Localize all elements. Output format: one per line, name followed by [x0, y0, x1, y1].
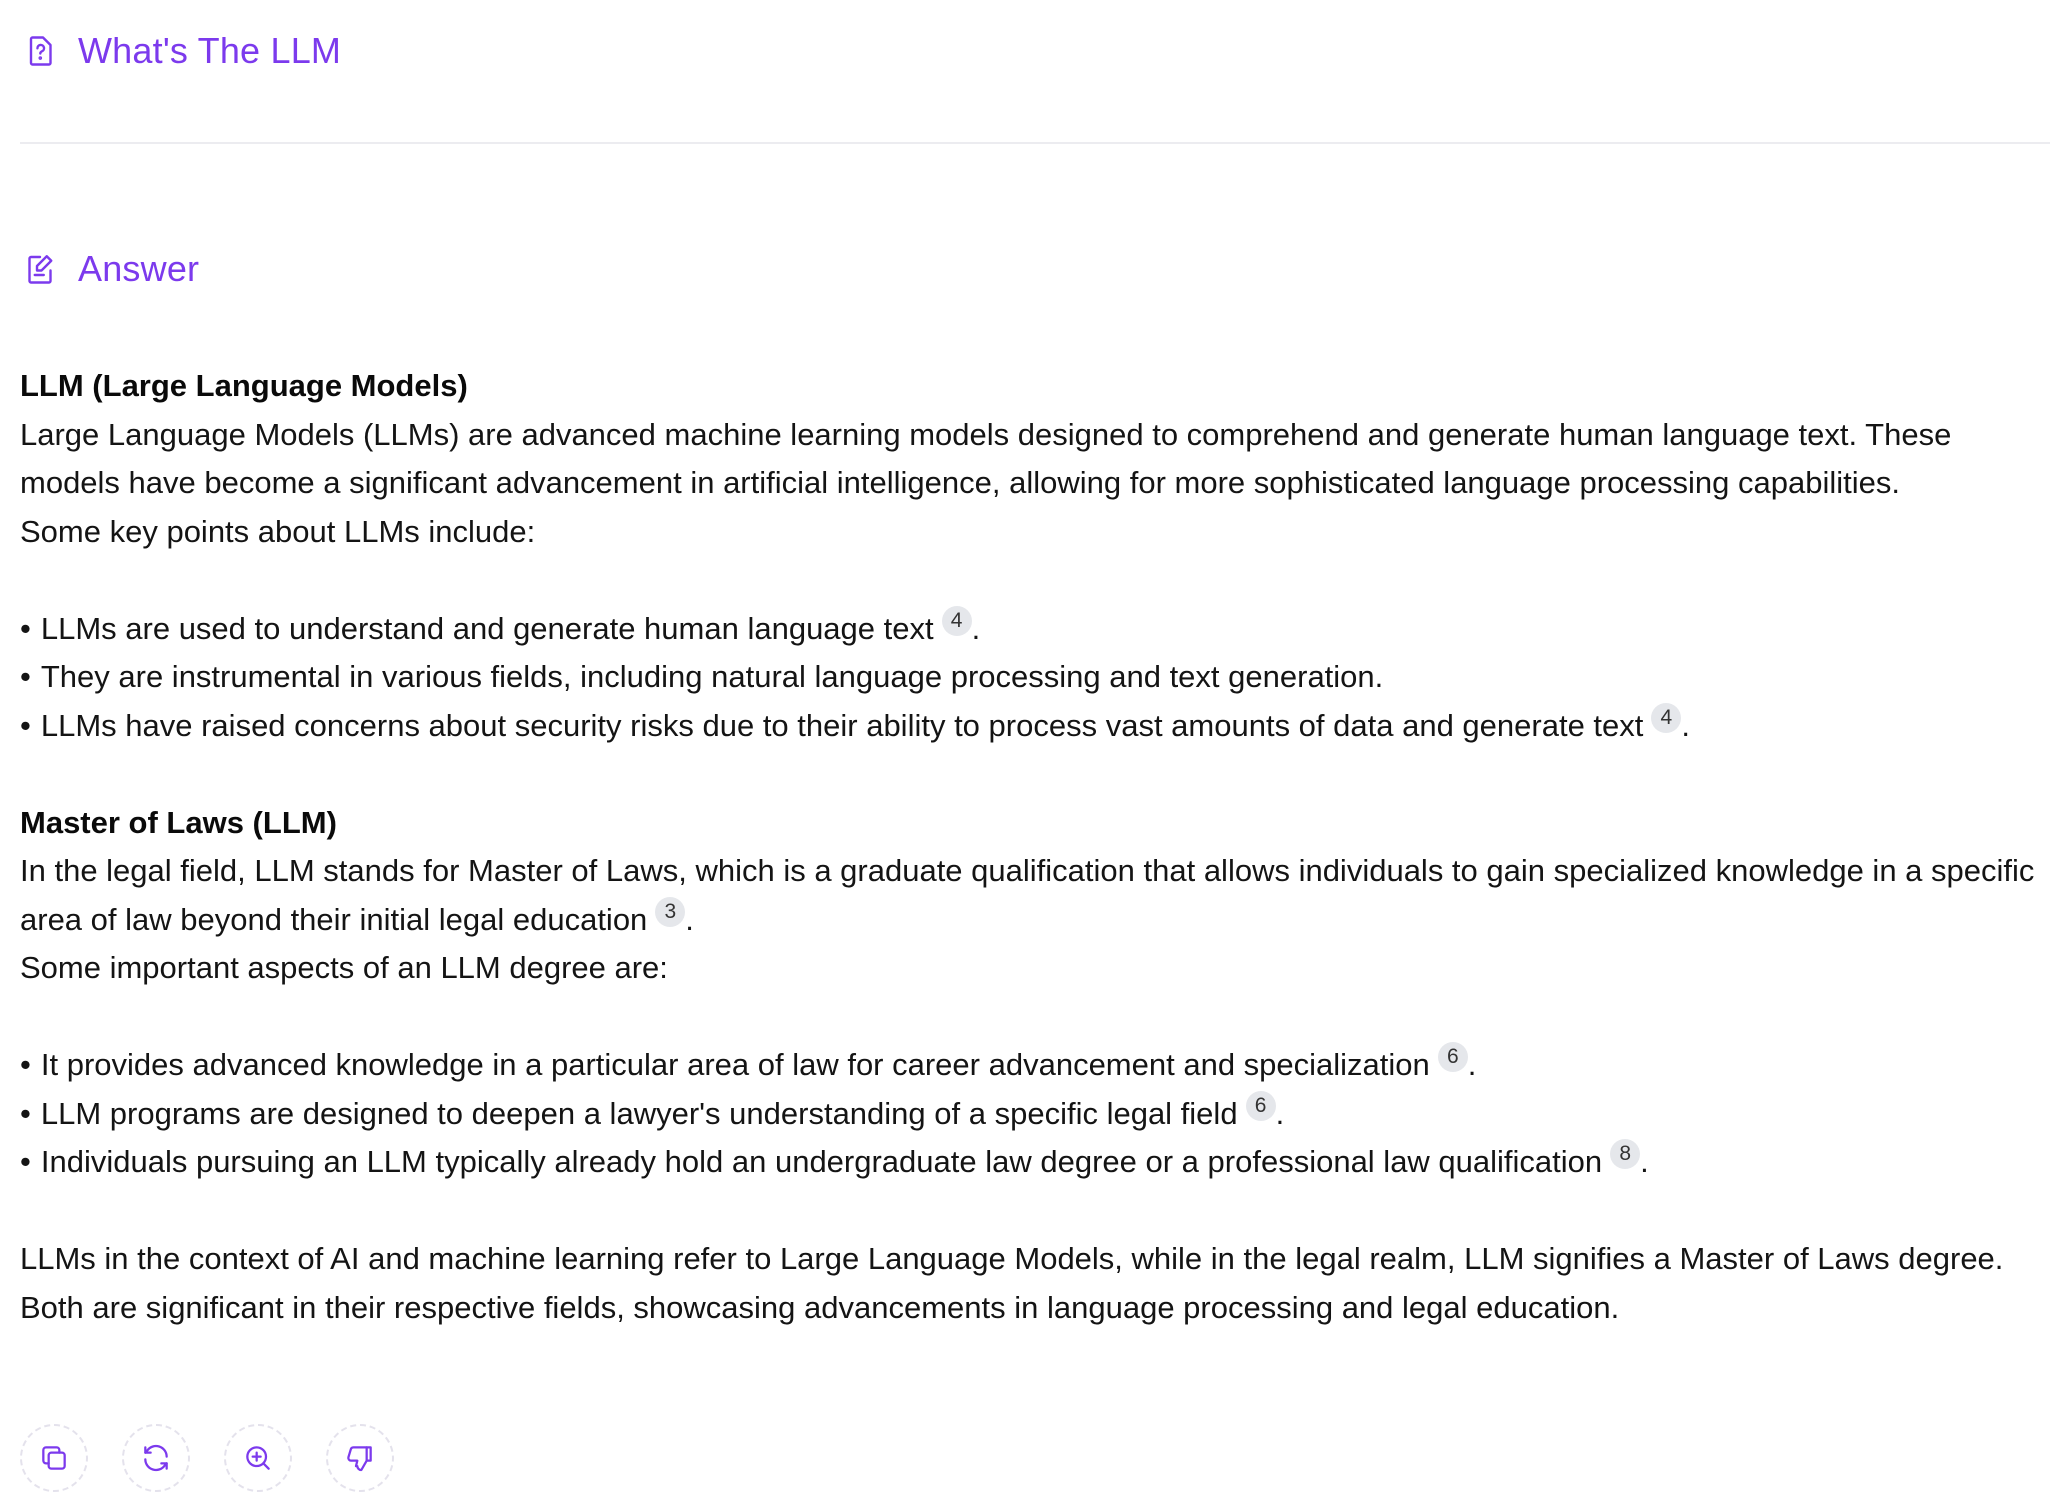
bullet-dot: • — [20, 1095, 31, 1131]
section-paragraph-master-of-laws: In the legal field, LLM stands for Master of Laws, which is a graduate qualification that allows individuals to gain specialized knowledge in a specific area of law beyond their initial legal education 3 . — [20, 853, 2035, 937]
question-header — [20, 26, 341, 76]
answer-header — [20, 244, 199, 294]
list-item-text: It provides advanced knowledge in a particular area of law for career advancement and specialization — [40, 1047, 1430, 1082]
answer-edit-icon — [20, 249, 60, 289]
citation-badge[interactable]: 4 — [942, 606, 972, 636]
spacer — [20, 556, 2040, 605]
section-heading-llm-models: LLM (Large Language Models) — [20, 368, 468, 403]
action-bar — [20, 1424, 394, 1492]
list-item: • LLMs are used to understand and generate human language text 4 . — [20, 605, 2040, 654]
spacer — [20, 993, 2040, 1042]
bullet-dot: • — [20, 1047, 31, 1082]
list-item-text: LLMs have raised concerns about security risks due to their ability to process vast amounts of data and generate text — [40, 707, 1644, 743]
list-item-text: They are instrumental in various fields, including natural language processing and text generation. — [40, 659, 1384, 694]
dislike-button[interactable] — [326, 1424, 394, 1492]
list-item — [20, 653, 2040, 702]
spacer — [20, 750, 2040, 799]
question-doc-icon — [20, 31, 60, 71]
section-heading-master-of-laws: Master of Laws (LLM) — [20, 804, 337, 840]
regenerate-button[interactable] — [122, 1424, 190, 1492]
section-intro-llm-models: Some key points about LLMs include: — [20, 513, 536, 549]
zoom-in-icon — [242, 1442, 274, 1474]
bullet-dot: • — [20, 1144, 31, 1179]
refresh-icon — [140, 1442, 172, 1474]
question-title: What's The LLM — [78, 30, 342, 71]
thumbs-down-icon — [344, 1442, 376, 1474]
list-item: • LLMs have raised concerns about security risks due to their ability to process vast amounts of data and generate text 4 . — [20, 702, 2040, 751]
bullet-dot: • — [20, 707, 31, 743]
list-item: • LLM programs are designed to deepen a lawyer's understanding of a specific legal field 6 . — [20, 1090, 2040, 1139]
citation-badge[interactable]: 6 — [1246, 1091, 1276, 1121]
divider — [20, 142, 2050, 144]
list-item-text: LLM programs are designed to deepen a lawyer's understanding of a specific legal field — [40, 1095, 1238, 1131]
answer-body — [20, 362, 2040, 1332]
answer-label: Answer — [78, 248, 200, 289]
list-item: • It provides advanced knowledge in a particular area of law for career advancement and specialization 6 . — [20, 1041, 2040, 1090]
citation-badge[interactable]: 4 — [1651, 703, 1681, 733]
list-item-text: Individuals pursuing an LLM typically already hold an undergraduate law degree or a professional law qualification — [40, 1144, 1603, 1179]
section-intro-master-of-laws: Some important aspects of an LLM degree are: — [20, 950, 668, 985]
bullet-dot: • — [20, 610, 31, 646]
spacer — [20, 1187, 2040, 1236]
citation-badge[interactable]: 8 — [1610, 1139, 1640, 1169]
paragraph-text: In the legal field, LLM stands for Master of Laws, which is a graduate qualification that allows individuals to gain specialized knowledge in a specific area of law beyond their initial legal education — [20, 853, 2035, 937]
section-paragraph-llm-models: Large Language Models (LLMs) are advanced machine learning models designed to comprehend and generate human language text. These models have become a significant advancement in artificial intelligence, allowing for more sophisticated language processing capabilities. — [20, 416, 1952, 500]
copy-icon — [38, 1442, 70, 1474]
list-item-text: LLMs are used to understand and generate human language text — [40, 610, 934, 646]
bullet-dot: • — [20, 659, 31, 694]
citation-badge[interactable]: 3 — [655, 897, 685, 927]
list-item: • Individuals pursuing an LLM typically already hold an undergraduate law degree or a professional law qualification 8 . — [20, 1138, 2040, 1187]
search-button[interactable] — [224, 1424, 292, 1492]
conclusion-paragraph: LLMs in the context of AI and machine learning refer to Large Language Models, while in the legal realm, LLM signifies a Master of Laws degree. Both are significant in their respective fields, showcasing advancements in language processing and legal education. — [20, 1241, 2004, 1325]
citation-badge[interactable]: 6 — [1438, 1042, 1468, 1072]
copy-button[interactable] — [20, 1424, 88, 1492]
